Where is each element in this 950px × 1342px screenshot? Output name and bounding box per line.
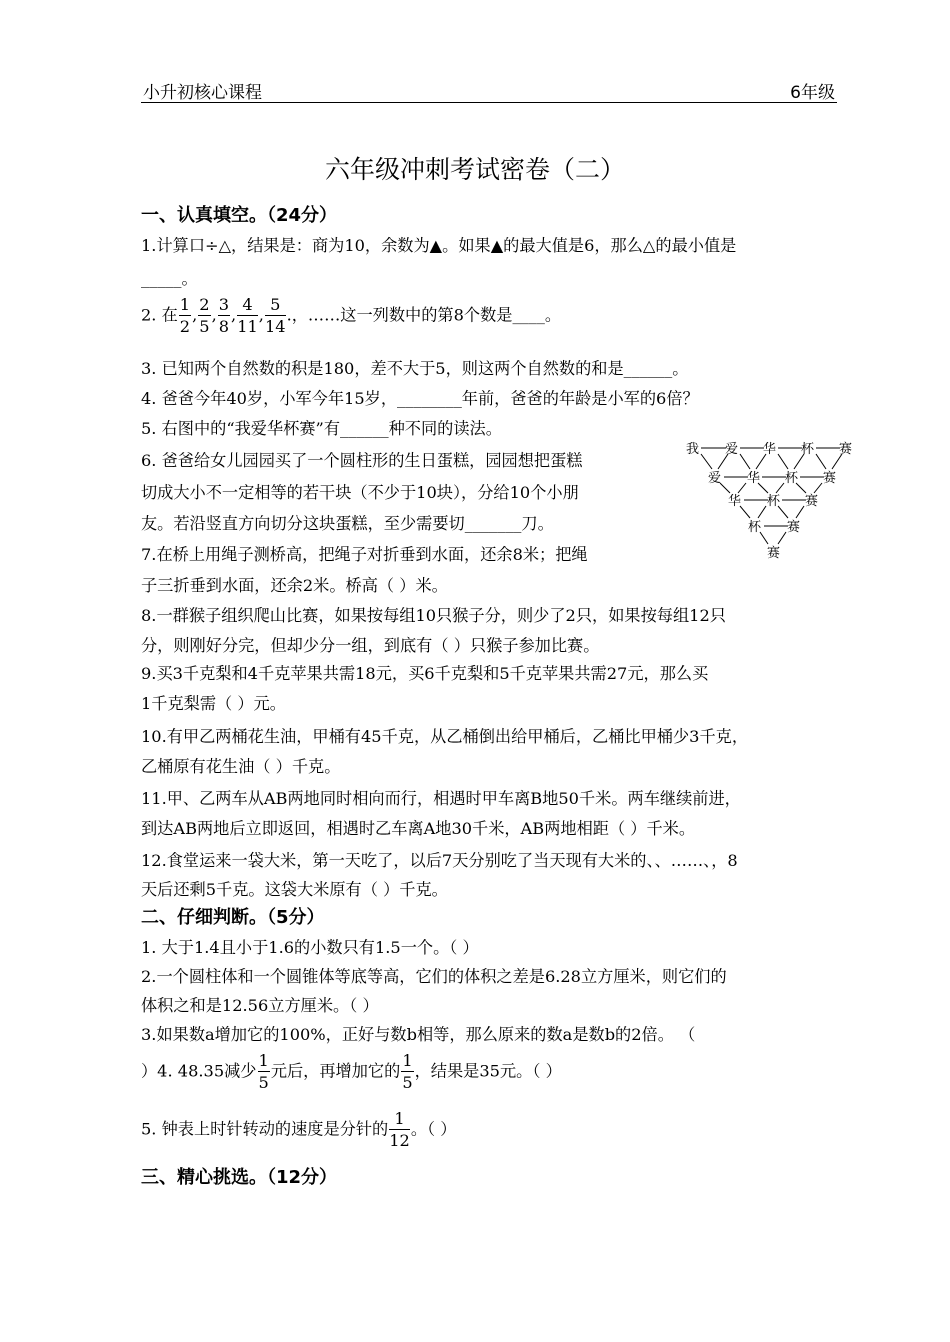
page-header bbox=[141, 76, 837, 103]
tri-char: 杯 bbox=[748, 520, 762, 535]
tri-char: 杯 bbox=[801, 442, 815, 457]
j4-line bbox=[141, 1050, 562, 1094]
q2-prefix: 2. 在 bbox=[141, 305, 178, 325]
tri-char: 赛 bbox=[823, 471, 837, 486]
q2-suffix: .，……这一列数中的第8个数是____。 bbox=[286, 305, 562, 325]
section-1-heading: 一、认真填空。（24分） bbox=[141, 205, 338, 226]
q7-line1: 7.在桥上用绳子测桥高，把绳子对折垂到水面，还余8米；把绳 bbox=[141, 545, 588, 564]
tri-char: 赛 bbox=[839, 442, 853, 457]
q2-fraction: $\frac{2}{5}$ bbox=[199, 295, 210, 336]
q7-line2: 子三折垂到水面，还余2米。桥高（ ）米。 bbox=[141, 576, 448, 595]
q8-line1: 8.一群猴子组织爬山比赛，如果按每组10只猴子分，则少了2只，如果按每组12只 bbox=[141, 606, 726, 625]
j5-fraction: $\frac{1}{12}$ bbox=[389, 1109, 410, 1150]
grade-label: 6年级 bbox=[790, 83, 835, 103]
j3-line: 3.如果数a增加它的100%，正好与数b相等，那么原来的数a是数b的2倍。 （ bbox=[141, 1025, 696, 1044]
q1-line1: 1.计算口÷△，结果是：商为10，余数为▲。如果▲的最大值是6，那么△的最小值是 bbox=[141, 236, 737, 255]
tri-char: 赛 bbox=[767, 546, 781, 561]
j4-suffix: ，结果是35元。（ ） bbox=[414, 1061, 562, 1081]
j4-fraction: $\frac{1}{5}$ bbox=[258, 1051, 269, 1092]
q11-line2: 到达AB两地后立即返回，相遇时乙车离A地30千米，AB两地相距（ ）千米。 bbox=[141, 819, 696, 838]
j1-line: 1. 大于1.4且小于1.6的小数只有1.5一个。（ ） bbox=[141, 938, 479, 957]
tri-char: 杯 bbox=[785, 471, 799, 486]
q6-line2: 切成大小不一定相等的若干块（不少于10块），分给10个小朋 bbox=[141, 483, 579, 502]
q9-line2: 1千克梨需（ ）元。 bbox=[141, 694, 286, 713]
q10-line2: 乙桶原有花生油（ ）千克。 bbox=[141, 757, 341, 776]
tri-char: 爱 bbox=[708, 471, 722, 486]
tri-char: 我 bbox=[686, 442, 700, 457]
j5-line bbox=[141, 1108, 456, 1152]
q2-fraction: $\frac{4}{11}$ bbox=[237, 295, 258, 336]
tri-char: 华 bbox=[728, 494, 742, 509]
tri-char: 赛 bbox=[787, 520, 801, 535]
q2-fraction: $\frac{5}{14}$ bbox=[264, 295, 286, 336]
j2-line1: 2.一个圆柱体和一个圆锥体等底等高，它们的体积之差是6.28立方厘米，则它们的 bbox=[141, 967, 727, 986]
reading-triangle-diagram bbox=[684, 434, 859, 564]
q6-line3: 友。若沿竖直方向切分这块蛋糕，至少需要切_______刀。 bbox=[141, 514, 554, 533]
tri-char: 华 bbox=[747, 471, 761, 486]
tri-char: 爱 bbox=[725, 442, 739, 457]
section-3-heading: 三、精心挑选。（12分） bbox=[141, 1167, 338, 1188]
tri-char: 华 bbox=[763, 442, 777, 457]
section-2-heading: 二、仔细判断。（5分） bbox=[141, 907, 325, 928]
j5-prefix: 5. 钟表上时针转动的速度是分针的 bbox=[141, 1119, 389, 1139]
course-name: 小升初核心课程 bbox=[143, 83, 262, 103]
q5-line: 5. 右图中的“我爱华杯赛”有______种不同的读法。 bbox=[141, 419, 502, 438]
page-title: 六年级冲刺考试密卷（二） bbox=[324, 155, 625, 184]
q6-line1: 6. 爸爸给女儿园园买了一个圆柱形的生日蛋糕，园园想把蛋糕 bbox=[141, 451, 583, 470]
j4-fraction: $\frac{1}{5}$ bbox=[402, 1051, 413, 1092]
q12-line1: 12.食堂运来一袋大米，第一天吃了，以后7天分别吃了当天现有大米的、、……、，8 bbox=[141, 851, 738, 870]
j4-prefix: ）4. 48.35减少 bbox=[141, 1061, 257, 1081]
q4-line: 4. 爸爸今年40岁，小军今年15岁，________年前，爸爸的年龄是小军的6倍？ bbox=[141, 389, 699, 408]
q9-line1: 9.买3千克梨和4千克苹果共需18元，买6千克梨和5千克苹果共需27元，那么买 bbox=[141, 664, 709, 683]
q10-line1: 10.有甲乙两桶花生油，甲桶有45千克，从乙桶倒出给甲桶后，乙桶比甲桶少3千克， bbox=[141, 727, 749, 746]
q3-line: 3. 已知两个自然数的积是180，差不大于5，则这两个自然数的和是______。 bbox=[141, 359, 689, 378]
q11-line1: 11.甲、乙两车从AB两地同时相向而行，相遇时甲车离B地50千米。两车继续前进， bbox=[141, 789, 741, 808]
q1-line2: _____。 bbox=[141, 269, 198, 288]
tri-char: 杯 bbox=[767, 494, 781, 509]
q12-line2: 天后还剩5千克。这袋大米原有（ ）千克。 bbox=[141, 880, 448, 899]
q2-line: 2. 在 $\frac{1}{2}$ , $\frac{2}{5}$ , $\frac{3}{8}$ , $\frac{4}{11}$ , $\frac{5}{14}$ .，……这一列数中的第8个数是____。 bbox=[141, 295, 562, 336]
j4-middle: 元后，再增加它的 bbox=[270, 1061, 401, 1081]
j5-suffix: 。（ ） bbox=[410, 1119, 457, 1139]
q2-fraction: $\frac{1}{2}$ bbox=[179, 295, 191, 336]
q8-line2: 分，则刚好分完，但却少分一组，到底有（ ）只猴子参加比赛。 bbox=[141, 636, 600, 655]
j2-line2: 体积之和是12.56立方厘米。（ ） bbox=[141, 996, 379, 1015]
tri-char: 赛 bbox=[805, 494, 819, 509]
q2-fraction: $\frac{3}{8}$ bbox=[218, 295, 230, 336]
